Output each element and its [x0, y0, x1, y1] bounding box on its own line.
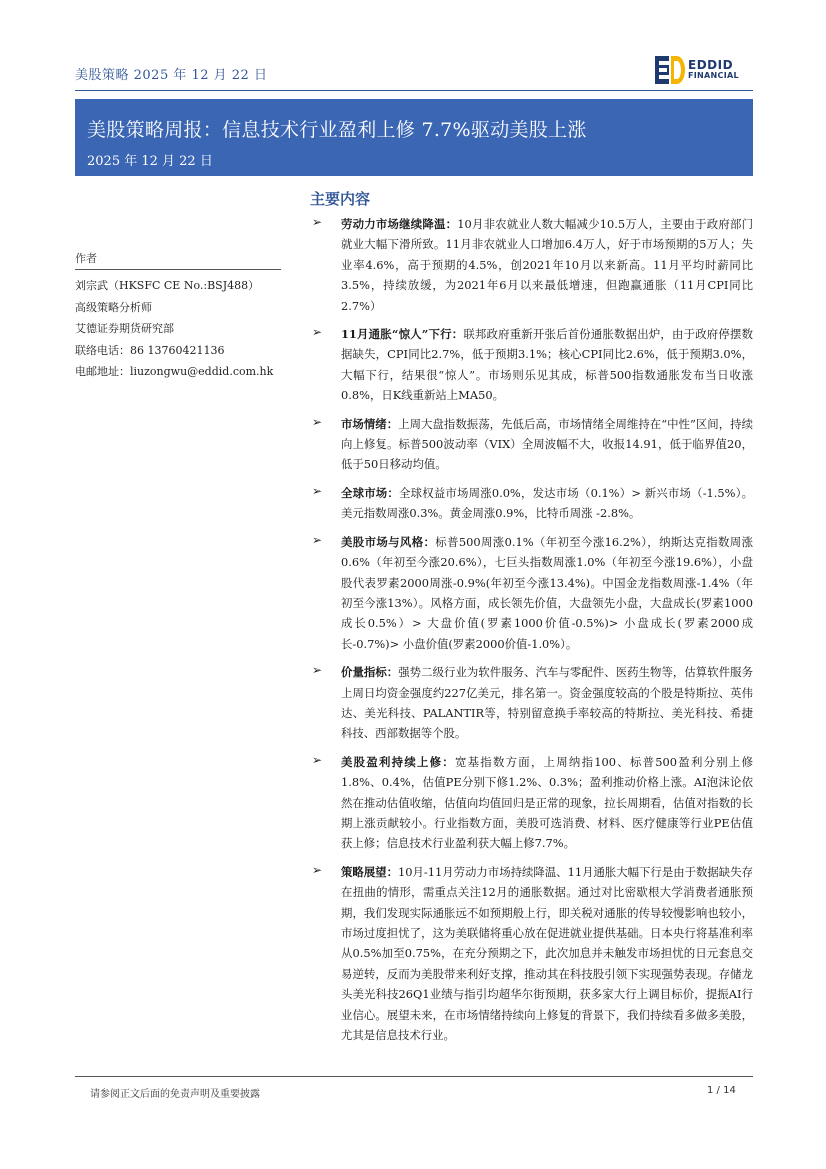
bullet-item	[310, 752, 753, 854]
running-header: 美股策略 2025 年 12 月 22 日	[75, 68, 268, 83]
bullet-body: 10月非农就业人数大幅减少10.5万人，主要由于政府部门就业大幅下滑所致。11月非农就业人口增加6.4万人，好于市场预期的5万人；失业率4.6%，高于预期的4.5%，创2021年10月以来新高。11月平均时薪同比3.5%，持续放缓，为2021年6月以来最低增速，但跑赢通胀（11月CPI同比2.7%）	[341, 217, 753, 313]
bullet-title: 美股盈利持续上修：	[341, 754, 455, 769]
eddid-logo	[655, 56, 745, 84]
page-number: 1 / 14	[707, 1085, 736, 1096]
bullet-body: 强势二级行业为软件服务、汽车与零配件、医药生物等，估算软件服务上周日均资金强度约227亿美元，排名第一。资金强度较高的个股是特斯拉、英伟达、美光科技、PALANTIR等，特别留意换手率较高的特斯拉、美光科技、希捷科技、西部数据等个股。	[341, 665, 753, 741]
main-content	[310, 188, 753, 1053]
bullet-text	[341, 532, 753, 654]
bullet-body: 宽基指数方面，上周纳指100、标普500盈利分别上修1.8%、0.4%，估值PE分别下修1.2%、0.3%；盈利推动价格上涨。AI泡沫论依然在推动估值收缩，估值向均值回归是正常的现象，拉长周期看，估值对指数的长期上涨贡献较小。行业指数方面，美股可选消费、材料、医疗健康等行业PE估值获上修；信息技术行业盈利获大幅上修7.7%。	[341, 754, 753, 851]
report-title: 美股策略周报：信息技术行业盈利上修 7.7%驱动美股上涨	[87, 119, 587, 141]
arrow-bullet-icon: ➢	[312, 752, 323, 767]
bullet-body: 标普500周涨0.1%（年初至今涨16.2%），纳斯达克指数周涨0.6%（年初至今涨20.6%），七巨头指数周涨1.0%（年初至今涨19.6%），小盘股代表罗素2000周涨-0.9%(年初至今涨13.4%)。中国金龙指数周涨-1.4%（年初至今涨13%）。风格方面，成长领先价值，大盘领先小盘，大盘成长(罗素1000成长0.5%）> 大盘价值(罗素1000价值-0.5%)> 小盘成长(罗素2000成长-0.7%)> 小盘价值(罗素2000价值-1.0%）。	[341, 534, 753, 651]
arrow-bullet-icon: ➢	[312, 325, 323, 340]
bullet-item	[310, 483, 753, 524]
bullet-body: 上周大盘指数振荡，先低后高，市场情绪全周维持在“中性”区间，持续向上修复。标普500波动率（VIX）全周波幅不大，收报14.91，低于临界值20，低于50日移动均值。	[341, 416, 753, 472]
arrow-bullet-icon: ➢	[312, 483, 323, 498]
bullet-title: 11月通胀“惊人”下行：	[341, 327, 464, 342]
header-divider	[75, 90, 753, 91]
bullet-text	[341, 214, 753, 316]
author-label: 作者	[75, 250, 281, 270]
bullet-text	[341, 414, 753, 475]
arrow-bullet-icon: ➢	[312, 414, 323, 429]
bullet-item	[310, 532, 753, 654]
bullet-title: 策略展望：	[341, 864, 398, 879]
author-role: 高级策略分析师	[75, 300, 152, 314]
bullet-item	[310, 214, 753, 316]
bullet-body: 全球权益市场周涨0.0%，发达市场（0.1%）> 新兴市场（-1.5%）。美元指数周涨0.3%。黄金周涨0.9%，比特币周涨 -2.8%。	[341, 485, 753, 521]
bullet-item	[310, 662, 753, 744]
logo-subname: FINANCIAL	[688, 71, 739, 80]
section-title: 主要内容	[310, 190, 371, 208]
author-department: 艾德证券期货研究部	[75, 322, 174, 336]
bullet-text	[341, 752, 753, 854]
report-date: 2025 年 12 月 22 日	[87, 154, 213, 169]
footer-disclaimer: 请参阅正文后面的免责声明及重要披露	[90, 1089, 260, 1100]
arrow-bullet-icon: ➢	[312, 862, 323, 877]
arrow-bullet-icon: ➢	[312, 215, 323, 229]
bullet-title: 市场情绪：	[341, 416, 399, 431]
bullet-text	[341, 483, 753, 524]
author-name: 刘宗武（HKSFC CE No.:BSJ488）	[75, 279, 260, 292]
bullet-body: 10月-11月劳动力市场持续降温、11月通胀大幅下行是由于数据缺失存在扭曲的情形，需重点关注12月的通胀数据。通过对比密歇根大学消费者通胀预期，我们发现实际通胀远不如预期般上行，即关税对通胀的传导较慢影响也较小，市场过度担忧了，这为美联储将重心放在促进就业提供基础。日本央行将基准利率从0.5%加至0.75%，在充分预期之下，此次加息并未触发市场担忧的日元套息交易逆转，反而为美股带来利好支撑，推动其在科技股引领下实现强势表现。存储龙头美光科技26Q1业绩与指引均超华尔街预期，获多家大行上调目标价，提振AI行业信心。展望未来，在市场情绪持续向上修复的背景下，我们持续看多做多美股，尤其是信息技术行业。	[341, 864, 753, 1043]
author-phone: 联络电话：86 13760421136	[75, 343, 225, 357]
footer-divider	[75, 1076, 753, 1077]
arrow-bullet-icon: ➢	[312, 532, 323, 547]
bullet-item	[310, 414, 753, 475]
arrow-bullet-icon: ➢	[312, 663, 323, 678]
bullet-item	[310, 324, 753, 406]
bullet-title: 价量指标：	[341, 665, 399, 680]
bullet-title: 美股市场与风格：	[341, 534, 436, 549]
bullet-text	[341, 324, 753, 406]
author-email: 电邮地址：liuzongwu@eddid.com.hk	[75, 365, 274, 379]
eddid-logo-icon	[655, 56, 685, 84]
logo-name: EDDID	[688, 58, 734, 72]
bullet-text	[341, 862, 753, 1046]
title-banner	[75, 99, 753, 176]
bullet-body: 联邦政府重新开张后首份通胀数据出炉，由于政府停摆数据缺失，CPI同比2.7%，低于预期3.1%；核心CPI同比2.6%，低于预期3.0%，大幅下行，结果很“惊人”。市场则乐见其成，标普500指数通胀发布当日收涨0.8%，日K线重新站上MA50。	[341, 327, 753, 403]
bullet-text	[341, 662, 753, 744]
bullet-title: 全球市场：	[341, 485, 400, 500]
bullet-item	[310, 862, 753, 1046]
author-block	[75, 250, 281, 383]
bullet-title: 劳动力市场继续降温：	[341, 217, 458, 231]
